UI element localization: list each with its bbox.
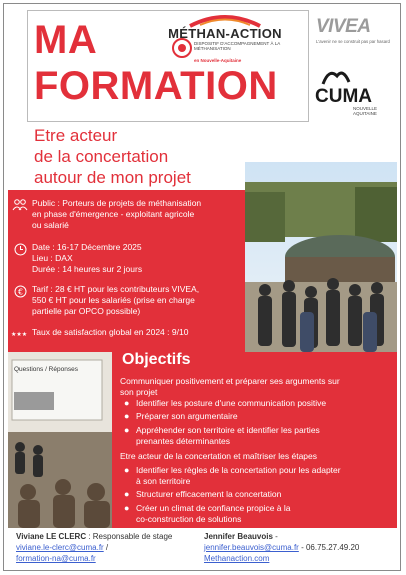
info-satisfaction bbox=[8, 327, 237, 342]
lieu-text: Lieu : DAX bbox=[32, 253, 73, 263]
methan-action-name: MÉTHAN-ACTION bbox=[168, 26, 282, 41]
public-line2: en phase d'émergence - exploitant agricole bbox=[32, 209, 195, 219]
bullet-dot-icon: ● bbox=[124, 465, 130, 475]
methanaction-link[interactable]: Methanaction.com bbox=[204, 554, 270, 563]
bullet-dot-icon: ● bbox=[124, 411, 130, 421]
objectifs-panel: Objectifs Communiquer positivement et préparer ses arguments sur son projet ● Identifier les posture d'une communication positive ● Préparer son argumentaire ● Appréhender son territoire et identifier les parties prenantes déterminantes Etre acteur de la concertation et maîtriser les étapes ● Identifier les règles de la concertation pour les adapter à son territoire ● Structurer efficacement la concertation ● Créer un climat de confiance propice à la co-construction de solutions bbox=[112, 352, 397, 528]
tarif-line1: Tarif : 28 € HT pour les contributeurs VIVEA, bbox=[32, 284, 200, 294]
tarif-line2: 550 € HT pour les salariés (prise en charge bbox=[32, 295, 195, 305]
objectifs-title: Objectifs bbox=[122, 351, 191, 368]
seminar-photo bbox=[8, 352, 112, 528]
info-tarif bbox=[8, 284, 237, 317]
site-visit-image bbox=[245, 162, 397, 362]
bullet-dot-icon: ● bbox=[124, 398, 130, 408]
page-title-line1: MA bbox=[34, 18, 98, 62]
seminar-screen-text: Questions / Réponses bbox=[14, 366, 78, 373]
satisfaction-text: Taux de satisfaction global en 2024 : 9/10 bbox=[32, 327, 189, 337]
objectifs-intro1: Communiquer positivement et préparer ses arguments sur son projet bbox=[120, 376, 340, 397]
page-title-line2: FORMATION bbox=[34, 64, 278, 108]
vivea-tagline: L'avenir ne se construit pas par hasard bbox=[316, 39, 390, 44]
cuma-emblem-icon bbox=[321, 66, 351, 86]
contact-left: Viviane LE CLERC : Responsable de stage viviane.le-clerc@cuma.fr / formation-na@cuma.fr bbox=[16, 532, 173, 563]
contact-right-name: Jennifer Beauvois bbox=[204, 532, 273, 541]
svg-text:€: € bbox=[17, 287, 23, 297]
methan-action-region: en Nouvelle-Aquitaine bbox=[194, 58, 242, 63]
cuma-region: NOUVELLE AQUITAINE bbox=[353, 106, 378, 116]
formation-subtitle bbox=[34, 125, 191, 188]
info-public bbox=[8, 198, 237, 231]
vivea-name: VIVEA bbox=[316, 16, 371, 37]
bullet-dot-icon: ● bbox=[124, 503, 130, 513]
date-text: Date : 16-17 Décembre 2025 bbox=[32, 242, 142, 252]
cuma-logo bbox=[315, 66, 385, 124]
cuma-name: CUMA bbox=[315, 86, 372, 107]
methan-action-logo bbox=[150, 12, 300, 64]
bullet-dot-icon: ● bbox=[124, 425, 130, 435]
contact-left-name: Viviane LE CLERC bbox=[16, 532, 87, 541]
contact-left-email1[interactable]: viviane.le-clerc@cuma.fr bbox=[16, 543, 104, 552]
contact-right-phone: - 06.75.27.49.20 bbox=[298, 543, 360, 552]
methan-action-tagline: DISPOSITIF D'ACCOMPAGNEMENT À LA MÉTHANISATION bbox=[194, 41, 280, 51]
svg-text:★★★: ★★★ bbox=[11, 331, 28, 338]
euro-icon bbox=[8, 284, 32, 299]
methanisation-site-photo bbox=[245, 162, 397, 362]
subtitle-line1: Etre acteur bbox=[34, 126, 118, 145]
people-icon bbox=[8, 198, 32, 213]
bullet-dot-icon: ● bbox=[124, 489, 130, 499]
contact-left-role: : Responsable de stage bbox=[86, 532, 173, 541]
contact-right: Jennifer Beauvois - jennifer.beauvois@cuma.fr - 06.75.27.49.20 Methanaction.com bbox=[204, 532, 360, 563]
public-line3: ou salarié bbox=[32, 220, 69, 230]
clock-icon bbox=[8, 242, 32, 257]
tarif-line3: partielle par OPCO possible) bbox=[32, 306, 141, 316]
info-schedule bbox=[8, 242, 237, 275]
subtitle-line3: autour de mon projet bbox=[34, 168, 191, 187]
stars-icon bbox=[8, 327, 32, 342]
contact-left-email2[interactable]: formation-na@cuma.fr bbox=[16, 554, 96, 563]
duree-text: Durée : 14 heures sur 2 jours bbox=[32, 264, 143, 274]
info-panel bbox=[8, 190, 245, 352]
objectifs-intro2: Etre acteur de la concertation et maîtriser les étapes bbox=[120, 451, 318, 461]
public-line1: Public : Porteurs de projets de méthanisation bbox=[32, 198, 202, 208]
subtitle-line2: de la concertation bbox=[34, 147, 169, 166]
contact-right-email[interactable]: jennifer.beauvois@cuma.fr bbox=[204, 543, 299, 552]
vivea-logo bbox=[316, 16, 390, 48]
seminar-image bbox=[8, 352, 112, 528]
